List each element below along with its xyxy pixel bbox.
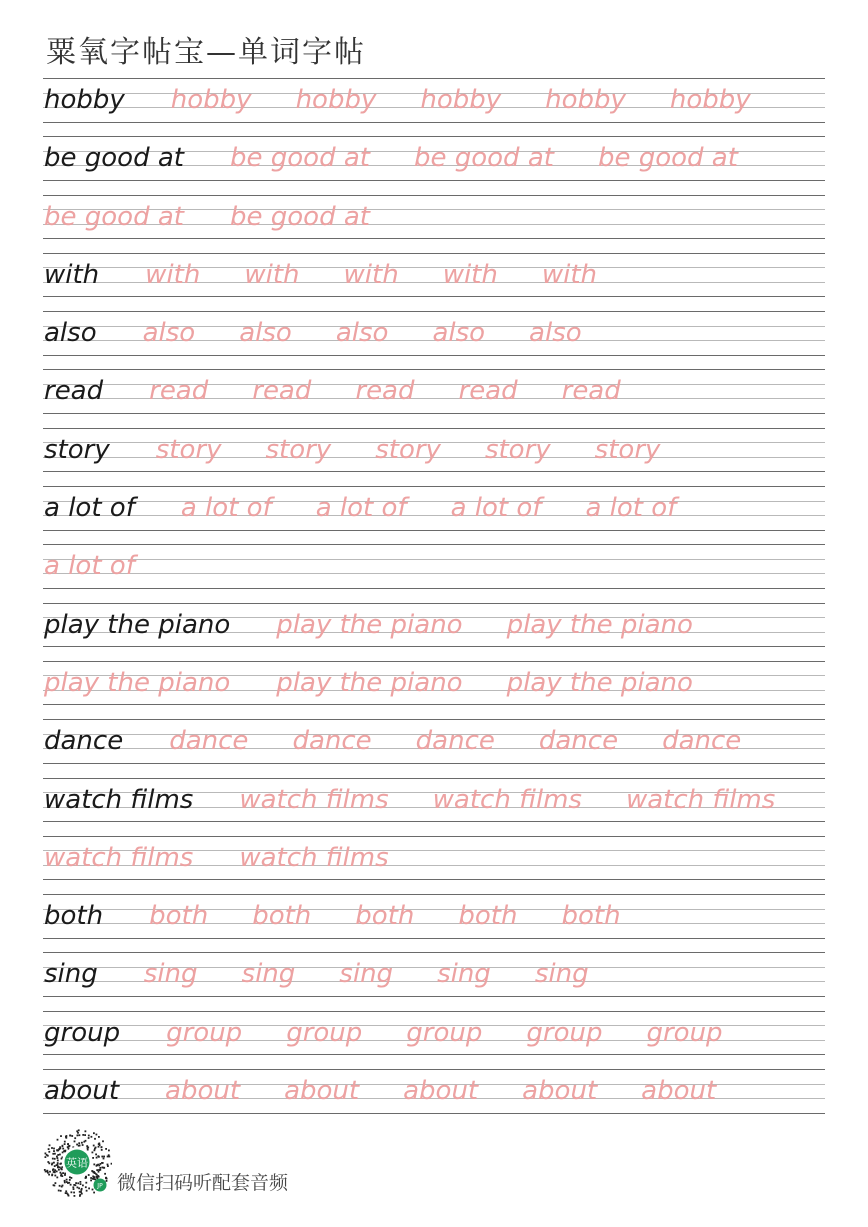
trace-word: both [149,901,209,932]
practice-row [43,486,825,544]
practice-row [43,311,825,369]
guide-line [43,573,825,574]
row-words [44,546,135,586]
trace-word: sing [241,959,296,990]
guide-line [43,530,825,531]
trace-word: a lot of [450,493,542,524]
model-word: be good at [44,143,184,174]
trace-word: dance [538,726,619,757]
model-word: a lot of [44,493,135,524]
trace-word: read [458,376,518,407]
row-words [44,313,582,353]
guide-line [43,821,825,822]
trace-word: story [155,434,222,465]
trace-word: hobby [295,85,377,115]
practice-row [43,894,825,952]
qr-code-icon[interactable] [42,1127,112,1197]
guide-line [43,355,825,356]
model-word: about [44,1076,120,1107]
trace-word: watch films [432,784,582,815]
trace-word: hobby [170,85,252,115]
trace-word: watch films [239,842,389,873]
trace-word: hobby [545,85,626,115]
guide-line [43,603,825,604]
trace-word: story [594,434,661,465]
practice-row [43,195,825,253]
guide-line [43,952,825,953]
practice-row [43,603,825,661]
practice-row [43,369,825,427]
row-words [44,721,741,761]
trace-word: play the piano [44,667,231,698]
trace-word: sing [339,959,394,990]
model-word: story [44,434,110,465]
guide-line [43,1069,825,1070]
practice-row [43,952,825,1010]
trace-word: dance [169,726,249,757]
trace-word: about [641,1076,717,1107]
trace-word: both [561,901,621,932]
trace-word: read [252,376,312,407]
trace-word: about [165,1076,241,1107]
trace-word: read [561,376,621,407]
trace-word: be good at [413,143,554,174]
qr-corner-text: JP [97,1182,103,1190]
footer-caption: 微信扫码听配套音频 [117,1172,289,1194]
trace-word: watch films [44,842,194,873]
guide-line [43,646,825,647]
trace-word: also [335,318,389,349]
trace-word: with [145,259,201,290]
row-words [44,197,370,237]
trace-word: hobby [420,85,502,115]
trace-word: read [149,376,209,407]
trace-word: be good at [229,201,370,232]
trace-word: play the piano [276,609,463,640]
guide-line [43,836,825,837]
guide-line [43,238,825,239]
trace-word: watch films [239,784,389,815]
model-word: with [44,259,100,290]
guide-line [43,544,825,545]
guide-line [43,413,825,414]
trace-word: with [541,259,598,290]
model-word: both [44,901,104,932]
trace-word: watch films [625,784,776,815]
practice-grid [43,78,825,1127]
row-words [44,838,389,878]
model-word: also [44,318,97,349]
trace-word: be good at [44,201,184,232]
guide-line [43,1011,825,1012]
trace-word: about [403,1076,479,1107]
trace-word: with [244,259,300,290]
row-words [44,605,693,645]
guide-line [43,180,825,181]
trace-word: both [252,901,312,932]
guide-line [43,369,825,370]
trace-word: group [166,1017,243,1048]
row-words [44,1013,723,1053]
guide-line [43,486,825,487]
guide-line [43,879,825,880]
model-word: dance [44,726,124,757]
trace-word: play the piano [276,667,463,698]
trace-word: group [406,1017,483,1048]
trace-word: also [239,318,292,349]
trace-word: about [522,1076,598,1107]
trace-word: a lot of [585,493,677,524]
guide-line [43,471,825,472]
trace-word: with [442,259,498,290]
row-words [44,255,597,295]
row-words [44,1071,716,1111]
model-word: sing [44,959,98,990]
trace-word: dance [662,726,742,757]
row-words [44,371,621,411]
guide-line [43,78,825,79]
row-words [44,954,589,994]
row-words [44,80,751,120]
trace-word: story [484,434,551,465]
guide-line [43,661,825,662]
trace-word: group [286,1017,363,1048]
trace-word: group [646,1017,723,1048]
trace-word: be good at [229,143,370,174]
trace-word: also [432,318,486,349]
row-words [44,663,693,703]
trace-word: story [265,434,332,465]
practice-row [43,836,825,894]
guide-line [43,588,825,589]
footer [42,1127,288,1197]
trace-word: a lot of [44,551,135,582]
trace-word: play the piano [506,609,693,640]
row-words [44,138,738,178]
practice-row [43,544,825,602]
row-words [44,488,676,528]
trace-word: sing [143,959,198,990]
practice-row [43,253,825,311]
guide-line [43,778,825,779]
trace-word: dance [292,726,372,757]
trace-word: with [343,259,399,290]
guide-line [43,559,825,560]
guide-line [43,719,825,720]
guide-line [43,296,825,297]
model-word: group [44,1017,121,1048]
guide-line [43,894,825,895]
guide-line [43,195,825,196]
trace-word: both [458,901,518,932]
trace-word: both [355,901,415,932]
trace-word: sing [437,959,491,990]
guide-line [43,704,825,705]
trace-word: also [529,318,582,349]
trace-word: read [355,376,415,407]
trace-word: hobby [669,85,751,115]
practice-row [43,719,825,777]
practice-row [43,78,825,136]
trace-word: also [142,318,196,349]
trace-word: sing [534,959,589,990]
guide-line [43,938,825,939]
practice-row [43,428,825,486]
guide-line [43,311,825,312]
practice-row [43,661,825,719]
practice-row [43,1011,825,1069]
trace-word: be good at [597,143,738,174]
trace-word: play the piano [506,667,693,698]
qr-badge-text: 英语 [66,1156,88,1170]
guide-line [43,136,825,137]
guide-line [43,1054,825,1055]
grid-bottom-rule [43,1113,825,1114]
practice-row [43,778,825,836]
model-word: hobby [44,85,125,115]
practice-row [43,136,825,194]
row-words [44,896,621,936]
practice-row [43,1069,825,1127]
row-words [44,430,660,470]
row-words [44,780,775,820]
guide-line [43,763,825,764]
guide-line [43,253,825,254]
page-title: 粟氧字帖宝—单词字帖 [46,35,366,70]
trace-word: a lot of [180,493,272,524]
model-word: watch films [44,784,194,815]
trace-word: story [375,434,441,465]
trace-word: group [526,1017,603,1048]
guide-line [43,122,825,123]
trace-word: about [284,1076,360,1107]
guide-line [43,428,825,429]
trace-word: a lot of [315,493,407,524]
model-word: read [44,376,104,407]
model-word: play the piano [44,609,231,640]
trace-word: dance [415,726,495,757]
guide-line [43,996,825,997]
